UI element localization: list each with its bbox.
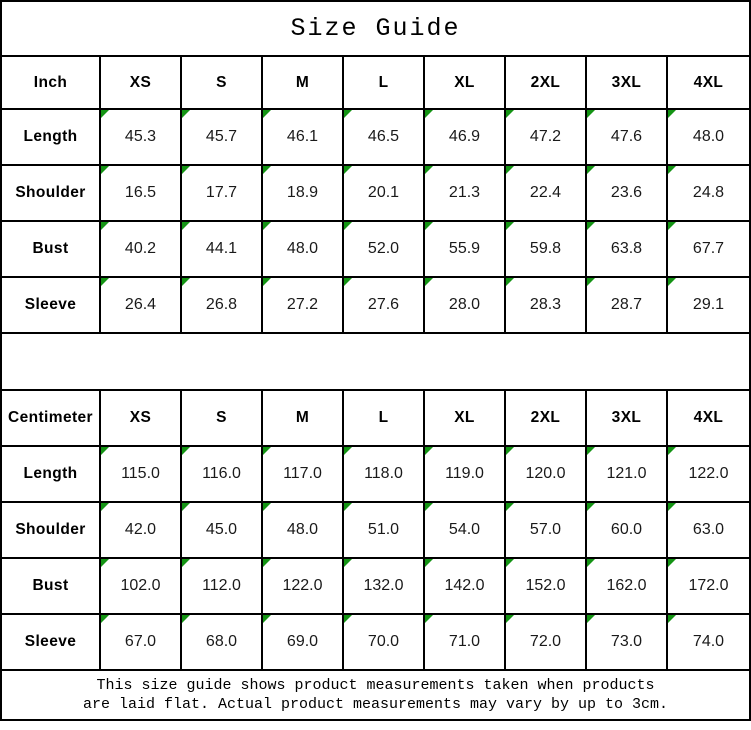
size-column-header <box>263 391 344 447</box>
cell-corner-triangle-icon <box>506 615 514 623</box>
cell-corner-triangle-icon <box>425 559 433 567</box>
size-value-cell <box>506 503 587 559</box>
size-value-cell-text: 67.7 <box>692 240 725 257</box>
size-value-cell-text: 28.0 <box>448 296 481 313</box>
cell-corner-triangle-icon <box>101 278 109 286</box>
size-value-cell <box>182 110 263 166</box>
size-value-cell-text: 59.8 <box>529 240 562 257</box>
disclaimer-line-2: are laid flat. Actual product measurements may vary by up to 3cm. <box>82 696 669 713</box>
size-value-cell <box>668 110 749 166</box>
table-spacer <box>2 334 749 391</box>
size-value-cell-text: 21.3 <box>448 184 481 201</box>
cell-corner-triangle-icon <box>668 278 676 286</box>
size-value-cell <box>587 447 668 503</box>
size-value-cell-text: 27.6 <box>367 296 400 313</box>
size-value-cell-text: 117.0 <box>283 465 322 482</box>
size-column-header-text: XL <box>454 73 475 91</box>
size-value-cell-text: 45.7 <box>205 128 238 145</box>
cell-corner-triangle-icon <box>506 503 514 511</box>
size-column-header-text: S <box>216 409 227 426</box>
row-label-text: Sleeve <box>24 296 77 313</box>
size-value-cell-text: 116.0 <box>202 465 241 482</box>
size-value-cell <box>182 278 263 334</box>
cell-corner-triangle-icon <box>587 110 595 118</box>
size-column-header-text: 4XL <box>693 73 724 91</box>
size-value-cell <box>344 166 425 222</box>
size-value-cell-text: 24.8 <box>692 184 725 201</box>
size-value-cell-text: 120.0 <box>525 465 566 482</box>
size-value-cell-text: 57.0 <box>529 521 562 538</box>
cell-corner-triangle-icon <box>101 222 109 230</box>
size-column-header <box>344 391 425 447</box>
size-value-cell <box>506 559 587 615</box>
size-value-cell <box>263 166 344 222</box>
cell-corner-triangle-icon <box>587 447 595 455</box>
size-value-cell <box>344 503 425 559</box>
size-value-cell-text: 46.9 <box>448 128 481 145</box>
size-value-cell <box>425 222 506 278</box>
row-label <box>2 447 101 503</box>
page-title: Size Guide <box>2 2 749 57</box>
size-column-header-text: M <box>295 73 310 91</box>
size-column-header <box>263 57 344 110</box>
size-column-header <box>425 57 506 110</box>
cell-corner-triangle-icon <box>101 559 109 567</box>
size-value-cell <box>263 222 344 278</box>
cell-corner-triangle-icon <box>668 110 676 118</box>
cell-corner-triangle-icon <box>101 615 109 623</box>
size-column-header-text: XS <box>129 409 152 426</box>
size-value-cell-text: 115.0 <box>121 465 160 482</box>
size-value-cell-text: 63.8 <box>610 240 643 257</box>
row-label <box>2 615 101 671</box>
size-column-header <box>101 57 182 110</box>
size-value-cell <box>425 503 506 559</box>
cell-corner-triangle-icon <box>425 166 433 174</box>
size-value-cell-text: 52.0 <box>367 240 400 257</box>
size-value-cell-text: 20.1 <box>367 184 400 201</box>
cell-corner-triangle-icon <box>263 166 271 174</box>
size-column-header-text: 2XL <box>530 409 561 426</box>
size-value-cell <box>587 222 668 278</box>
cell-corner-triangle-icon <box>425 447 433 455</box>
size-column-header <box>668 57 749 110</box>
size-value-cell-text: 54.0 <box>448 521 481 538</box>
row-label-text: Length <box>23 128 78 145</box>
size-value-cell <box>344 615 425 671</box>
size-value-cell <box>425 559 506 615</box>
row-label <box>2 559 101 615</box>
size-column-header-text: L <box>378 73 389 91</box>
row-label <box>2 110 101 166</box>
size-value-cell <box>182 166 263 222</box>
size-column-header-text: 3XL <box>611 73 642 91</box>
size-column-header-text: S <box>216 73 227 91</box>
size-value-cell-text: 67.0 <box>124 633 157 650</box>
size-value-cell <box>668 278 749 334</box>
cell-corner-triangle-icon <box>344 222 352 230</box>
cell-corner-triangle-icon <box>101 503 109 511</box>
size-column-header-text: XL <box>454 409 475 426</box>
size-value-cell <box>101 559 182 615</box>
size-value-cell-text: 119.0 <box>445 465 484 482</box>
cell-corner-triangle-icon <box>506 447 514 455</box>
cell-corner-triangle-icon <box>263 222 271 230</box>
size-value-cell <box>587 278 668 334</box>
cell-corner-triangle-icon <box>668 166 676 174</box>
cell-corner-triangle-icon <box>425 503 433 511</box>
cell-corner-triangle-icon <box>344 110 352 118</box>
size-value-cell <box>506 110 587 166</box>
measurement-disclaimer <box>2 671 749 719</box>
size-value-cell <box>425 278 506 334</box>
size-value-cell-text: 69.0 <box>286 633 319 650</box>
row-label-text: Shoulder <box>15 184 86 201</box>
cell-corner-triangle-icon <box>101 166 109 174</box>
size-value-cell-text: 74.0 <box>692 633 725 650</box>
size-value-cell-text: 44.1 <box>205 240 238 257</box>
size-value-cell <box>101 166 182 222</box>
unit-header-cell-text: Inch <box>33 73 68 91</box>
size-value-cell-text: 48.0 <box>692 128 725 145</box>
cell-corner-triangle-icon <box>506 110 514 118</box>
cell-corner-triangle-icon <box>506 278 514 286</box>
inch-size-table <box>2 57 749 334</box>
size-value-cell <box>344 447 425 503</box>
size-value-cell <box>101 447 182 503</box>
size-column-header <box>182 57 263 110</box>
row-label <box>2 278 101 334</box>
size-value-cell <box>263 559 344 615</box>
size-value-cell-text: 29.1 <box>692 296 725 313</box>
size-value-cell <box>668 166 749 222</box>
row-label-text: Bust <box>32 577 69 594</box>
size-value-cell <box>506 166 587 222</box>
size-value-cell-text: 48.0 <box>286 521 319 538</box>
cell-corner-triangle-icon <box>344 503 352 511</box>
size-value-cell <box>263 278 344 334</box>
unit-header-cell <box>2 57 101 110</box>
size-value-cell <box>587 110 668 166</box>
cell-corner-triangle-icon <box>668 503 676 511</box>
size-value-cell-text: 122.0 <box>282 577 323 594</box>
cell-corner-triangle-icon <box>587 222 595 230</box>
size-value-cell <box>101 278 182 334</box>
cell-corner-triangle-icon <box>344 278 352 286</box>
size-value-cell-text: 118.0 <box>364 465 403 482</box>
cell-corner-triangle-icon <box>344 559 352 567</box>
size-value-cell <box>263 615 344 671</box>
size-column-header <box>587 57 668 110</box>
size-value-cell-text: 63.0 <box>692 521 725 538</box>
size-value-cell <box>506 222 587 278</box>
size-value-cell <box>425 110 506 166</box>
size-value-cell-text: 45.0 <box>205 521 238 538</box>
size-value-cell-text: 72.0 <box>529 633 562 650</box>
size-value-cell-text: 112.0 <box>202 577 241 594</box>
cell-corner-triangle-icon <box>263 615 271 623</box>
size-value-cell <box>425 166 506 222</box>
size-column-header-text: 3XL <box>611 409 642 426</box>
cell-corner-triangle-icon <box>587 503 595 511</box>
cell-corner-triangle-icon <box>263 278 271 286</box>
size-value-cell <box>344 110 425 166</box>
size-value-cell <box>425 447 506 503</box>
centimeter-size-table <box>2 391 749 671</box>
size-value-cell-text: 46.1 <box>286 128 319 145</box>
size-value-cell-text: 121.0 <box>606 465 647 482</box>
size-value-cell-text: 47.2 <box>529 128 562 145</box>
size-value-cell-text: 47.6 <box>610 128 643 145</box>
row-label-text: Bust <box>32 240 69 257</box>
size-value-cell-text: 45.3 <box>124 128 157 145</box>
size-value-cell-text: 152.0 <box>525 577 566 594</box>
size-value-cell <box>506 615 587 671</box>
size-value-cell <box>587 503 668 559</box>
size-value-cell-text: 28.3 <box>529 296 562 313</box>
size-value-cell <box>506 447 587 503</box>
size-column-header-text: XS <box>129 73 152 91</box>
size-value-cell <box>182 615 263 671</box>
size-value-cell-text: 28.7 <box>610 296 643 313</box>
cell-corner-triangle-icon <box>182 166 190 174</box>
cell-corner-triangle-icon <box>263 110 271 118</box>
size-value-cell <box>182 447 263 503</box>
disclaimer-line-1: This size guide shows product measurements taken when products <box>96 677 655 694</box>
size-value-cell <box>668 559 749 615</box>
size-value-cell <box>182 222 263 278</box>
size-value-cell <box>263 447 344 503</box>
size-column-header <box>182 391 263 447</box>
cell-corner-triangle-icon <box>263 559 271 567</box>
row-label <box>2 166 101 222</box>
size-value-cell-text: 70.0 <box>367 633 400 650</box>
size-value-cell-text: 27.2 <box>286 296 319 313</box>
bottom-margin <box>0 721 751 730</box>
size-value-cell <box>182 559 263 615</box>
size-value-cell-text: 55.9 <box>448 240 481 257</box>
cell-corner-triangle-icon <box>668 222 676 230</box>
size-value-cell-text: 17.7 <box>205 184 238 201</box>
cell-corner-triangle-icon <box>668 615 676 623</box>
cell-corner-triangle-icon <box>344 166 352 174</box>
size-value-cell-text: 26.8 <box>205 296 238 313</box>
size-value-cell <box>506 278 587 334</box>
cell-corner-triangle-icon <box>182 222 190 230</box>
size-value-cell <box>101 110 182 166</box>
row-label-text: Length <box>23 465 78 482</box>
cell-corner-triangle-icon <box>587 615 595 623</box>
size-column-header <box>587 391 668 447</box>
size-value-cell-text: 18.9 <box>286 184 319 201</box>
size-column-header-text: L <box>378 409 389 426</box>
size-value-cell-text: 71.0 <box>448 633 481 650</box>
size-column-header <box>344 57 425 110</box>
cell-corner-triangle-icon <box>344 447 352 455</box>
cell-corner-triangle-icon <box>344 615 352 623</box>
size-value-cell <box>101 503 182 559</box>
cell-corner-triangle-icon <box>587 278 595 286</box>
size-value-cell <box>587 559 668 615</box>
size-column-header <box>101 391 182 447</box>
cell-corner-triangle-icon <box>182 503 190 511</box>
size-value-cell <box>668 503 749 559</box>
cell-corner-triangle-icon <box>182 447 190 455</box>
size-value-cell <box>101 222 182 278</box>
size-value-cell-text: 16.5 <box>124 184 157 201</box>
size-value-cell <box>668 447 749 503</box>
cell-corner-triangle-icon <box>506 222 514 230</box>
cell-corner-triangle-icon <box>182 559 190 567</box>
size-value-cell <box>668 615 749 671</box>
size-column-header-text: M <box>295 409 310 426</box>
unit-header-cell-text: Centimeter <box>8 409 93 426</box>
size-value-cell-text: 102.0 <box>120 577 161 594</box>
row-label-text: Shoulder <box>15 521 86 538</box>
row-label <box>2 503 101 559</box>
cell-corner-triangle-icon <box>668 559 676 567</box>
cell-corner-triangle-icon <box>425 110 433 118</box>
row-label-text: Sleeve <box>24 633 77 650</box>
size-value-cell-text: 23.6 <box>610 184 643 201</box>
size-column-header-text: 2XL <box>530 73 561 91</box>
size-value-cell <box>344 222 425 278</box>
size-value-cell-text: 142.0 <box>444 577 485 594</box>
cell-corner-triangle-icon <box>182 615 190 623</box>
row-label <box>2 222 101 278</box>
size-column-header <box>506 57 587 110</box>
cell-corner-triangle-icon <box>182 110 190 118</box>
size-value-cell-text: 48.0 <box>286 240 319 257</box>
cell-corner-triangle-icon <box>425 615 433 623</box>
size-value-cell <box>344 278 425 334</box>
size-value-cell-text: 51.0 <box>367 521 400 538</box>
size-value-cell <box>344 559 425 615</box>
unit-header-cell <box>2 391 101 447</box>
size-value-cell-text: 60.0 <box>610 521 643 538</box>
size-value-cell-text: 132.0 <box>363 577 404 594</box>
size-column-header <box>668 391 749 447</box>
cell-corner-triangle-icon <box>506 559 514 567</box>
cell-corner-triangle-icon <box>182 278 190 286</box>
cell-corner-triangle-icon <box>263 447 271 455</box>
size-value-cell-text: 122.0 <box>688 465 729 482</box>
cell-corner-triangle-icon <box>587 559 595 567</box>
size-value-cell-text: 68.0 <box>205 633 238 650</box>
size-value-cell <box>263 503 344 559</box>
size-value-cell <box>668 222 749 278</box>
size-column-header <box>506 391 587 447</box>
cell-corner-triangle-icon <box>506 166 514 174</box>
size-value-cell-text: 46.5 <box>367 128 400 145</box>
cell-corner-triangle-icon <box>425 278 433 286</box>
size-value-cell <box>425 615 506 671</box>
size-column-header-text: 4XL <box>693 409 724 426</box>
size-value-cell-text: 162.0 <box>606 577 647 594</box>
size-value-cell-text: 73.0 <box>610 633 643 650</box>
size-value-cell <box>182 503 263 559</box>
cell-corner-triangle-icon <box>425 222 433 230</box>
size-value-cell-text: 26.4 <box>124 296 157 313</box>
size-value-cell-text: 172.0 <box>688 577 729 594</box>
size-value-cell <box>587 166 668 222</box>
cell-corner-triangle-icon <box>587 166 595 174</box>
size-value-cell-text: 42.0 <box>124 521 157 538</box>
size-value-cell <box>263 110 344 166</box>
cell-corner-triangle-icon <box>101 447 109 455</box>
size-value-cell <box>587 615 668 671</box>
cell-corner-triangle-icon <box>668 447 676 455</box>
size-value-cell <box>101 615 182 671</box>
size-value-cell-text: 22.4 <box>529 184 562 201</box>
size-value-cell-text: 40.2 <box>124 240 157 257</box>
cell-corner-triangle-icon <box>101 110 109 118</box>
size-column-header <box>425 391 506 447</box>
cell-corner-triangle-icon <box>263 503 271 511</box>
